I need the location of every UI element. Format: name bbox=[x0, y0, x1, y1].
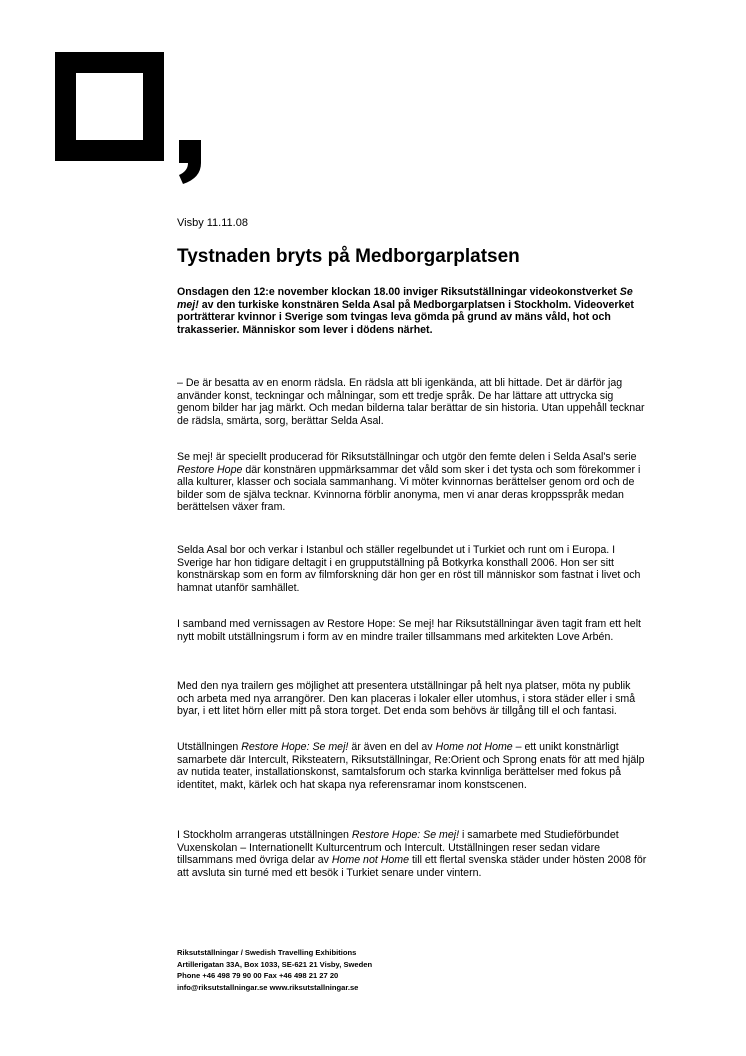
footer-phone: Phone +46 498 79 90 00 Fax +46 498 21 27 20 bbox=[177, 971, 339, 980]
footer-contact bbox=[177, 947, 372, 993]
paragraph-trailer-intro: I samband med vernissagen av Restore Hope: Se mej! har Riksutställningar även tagit fram ett helt nytt mobilt utställningsrum i form av en mindre trailer tillsammans med arkitekten Love Arbén. bbox=[177, 618, 641, 643]
paragraph-stockholm-tour: I Stockholm arrangeras utställningen Restore Hope: Se mej! i samarbete med Studieförbundet Vuxenskolan – Internationellt Kulturcentrum och Intercult. Utställningen reser sedan vidare tillsammans med övriga delar av Home not Home till ett flertal svenska städer under hösten 2008 för att avsluta sin turné med ett besök i Turkiet senare under vintern. bbox=[177, 829, 647, 879]
footer-web[interactable]: info@riksutstallningar.se www.riksutstallningar.se bbox=[177, 982, 359, 992]
headline: Tystnaden bryts på Medborgarplatsen bbox=[177, 246, 520, 267]
paragraph-artist-bio: Selda Asal bor och verkar i Istanbul och ställer regelbundet ut i Turkiet och runt om i Europa. I Sverige har hon tidigare deltagit i en grupputställning på Botkyrka konsthall 2006. Hon ser sitt konstnärskap som en form av filmforskning där hon ger en röst till människor som fastnat i livet och hamnat utanför samhället. bbox=[177, 544, 641, 594]
paragraph-restore-hope: Se mej! är speciellt producerad för Riksutställningar och utgör den femte delen i Selda Asal's serie Restore Hope där konstnären uppmärksammar det våld som sker i det tysta och som förekommer i alla kulturer, klasser och sociala sammanhang. Vi möter kvinnornas berättelser genom ord och de bilder som de själva tecknar. Kvinnorna förblir anonyma, men vi anar deras kroppsspråk medan berättelsen växer fram. bbox=[177, 451, 641, 514]
footer-organization: Riksutställningar / Swedish Travelling Exhibitions bbox=[177, 948, 357, 957]
riksutstallningar-logo bbox=[55, 52, 207, 184]
paragraph-trailer-details: Med den nya trailern ges möjlighet att presentera utställningar på helt nya platser, möta ny publik och arbeta med nya arrangörer. Den kan placeras i lokaler eller utomhus, i stora städer eller i små byar, i ett litet hörn eller mitt på stora torget. Det enda som behövs är tillgång till el och fantasi. bbox=[177, 680, 636, 718]
paragraph-home-not-home: Utställningen Restore Hope: Se mej! är även en del av Home not Home – ett unikt konstnärligt samarbete där Intercult, Riksteatern, Riksutställningar, Re:Orient och Sprong enats för att med hjälp av nutida teater, installationskonst, samtalsforum och starka kvinnliga berättelser med fokus på identitet, makt, kärlek och hat skapa nya referensramar inom konstscenen. bbox=[177, 741, 645, 791]
lead-paragraph: Onsdagen den 12:e november klockan 18.00 inviger Riksutställningar videokonstverket Se mej! av den turkiske konstnären Selda Asal på Medborgarplatsen i Stockholm. Videoverket porträtterar kvinnor i Sverige som tvingas leva gömda på grund av mäns våld, hot och trakasserier. Människor som lever i dödens närhet. bbox=[177, 286, 634, 336]
paragraph-quote: – De är besatta av en enorm rädsla. En rädsla att bli igenkända, att bli hittade. Det är därför jag använder konst, teckningar och målningar, som ett tredje språk. De har lättare att uttrycka sig genom bilder har jag märkt. Och medan bilderna talar berättar de sin historia. Utan uppehåll tecknar de rädsla, smärta, sorg, berättar Selda Asal. bbox=[177, 377, 645, 427]
dateline: Visby 11.11.08 bbox=[177, 217, 248, 229]
logo-comma-mark bbox=[179, 140, 201, 184]
footer-address: Artillerigatan 33A, Box 1033, SE-621 21 Visby, Sweden bbox=[177, 959, 373, 969]
logo-square-mark bbox=[55, 52, 164, 161]
